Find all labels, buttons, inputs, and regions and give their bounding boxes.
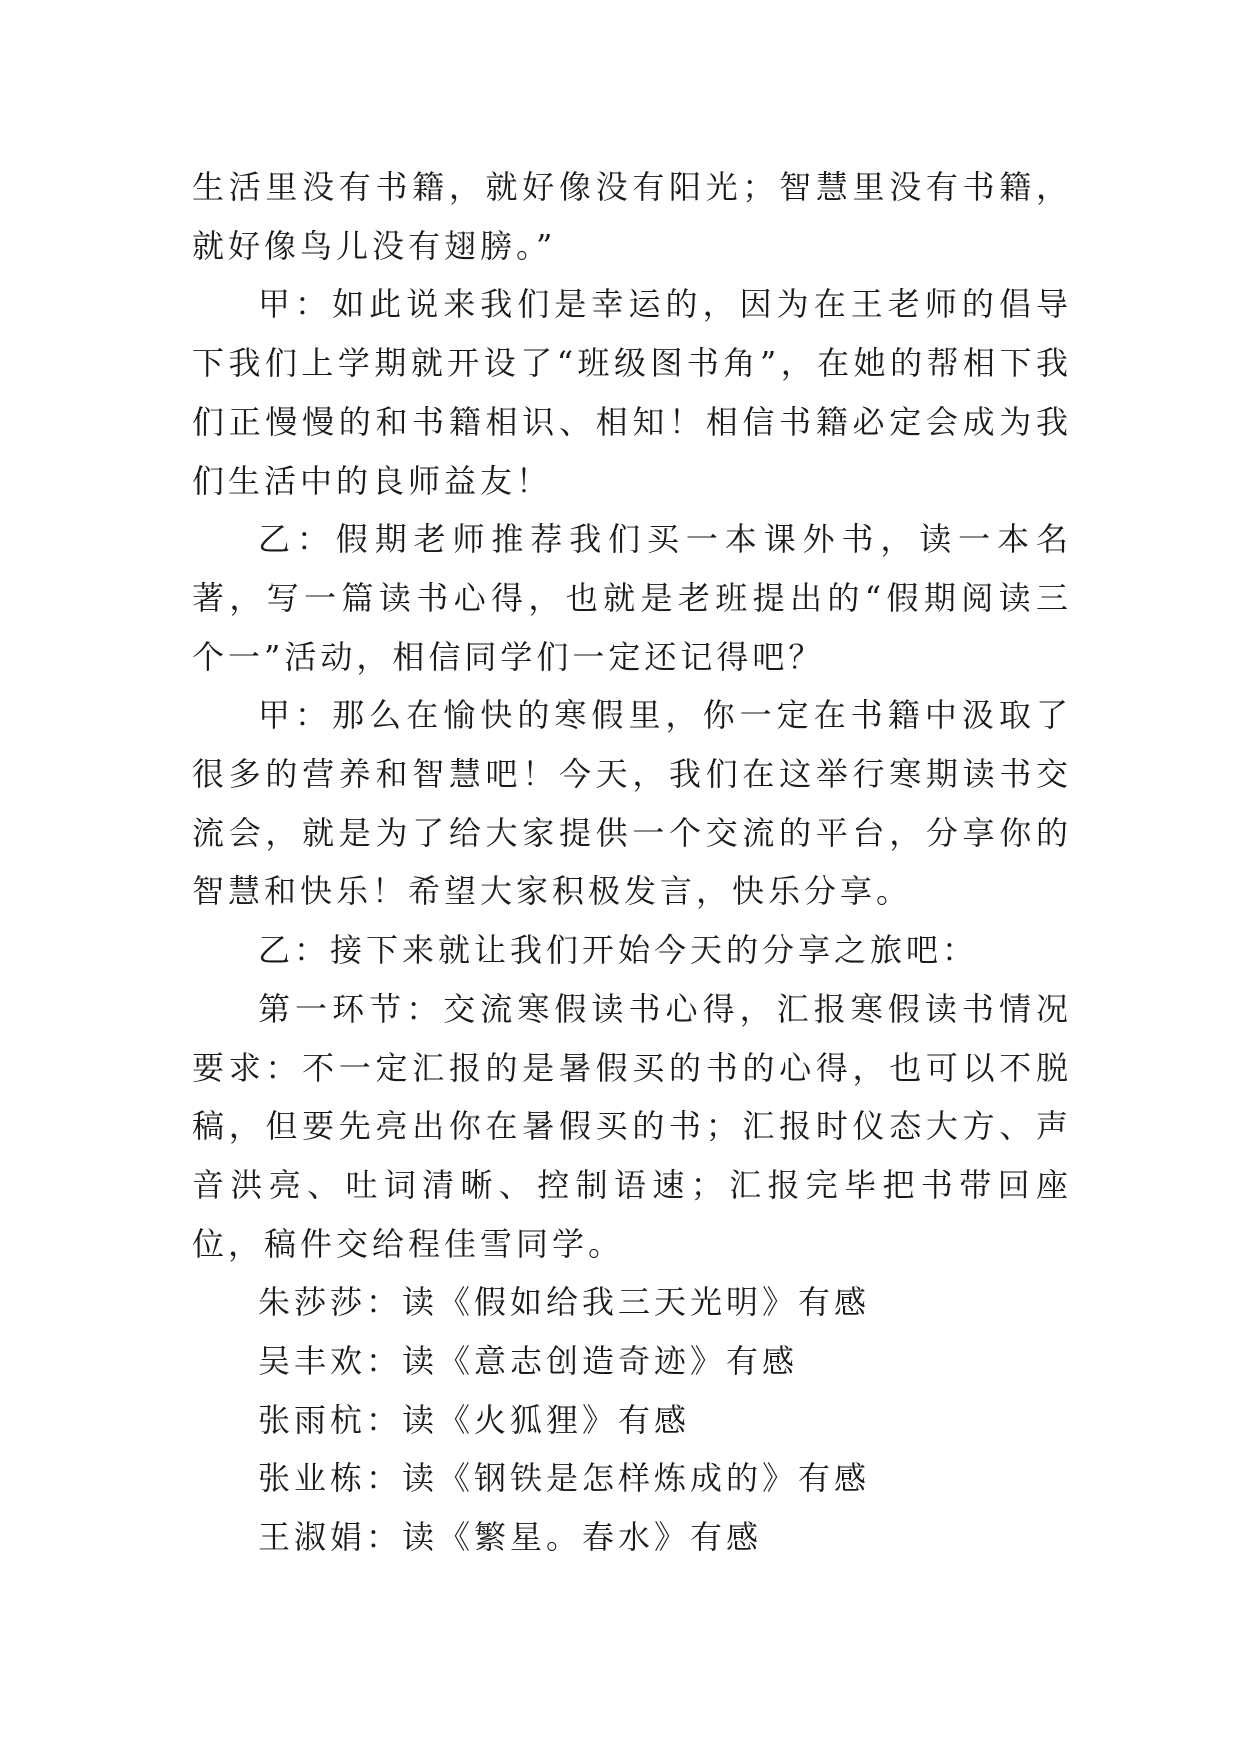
list-item: 王淑娟：读《繁星。春水》有感 (258, 1518, 763, 1557)
list-item: 吴丰欢：读《意志创造奇迹》有感 (258, 1342, 799, 1381)
paragraph-yi-1: 乙：假期老师推荐我们买一本课外书，读一本名著，写一篇读书心得，也就是老班提出的“假期阅读三个一”活动，相信同学们一定还记得吧？ (192, 520, 1072, 676)
list-item: 张业栋：读《钢铁是怎样炼成的》有感 (258, 1459, 871, 1498)
paragraph-jia-1: 甲：如此说来我们是幸运的，因为在王老师的倡导下我们上学期就开设了“班级图书角”，在她的帮相下我们正慢慢的和书籍相识、相知！相信书籍必定会成为我们生活中的良师益友！ (192, 285, 1072, 500)
paragraph-yi-2: 乙：接下来就让我们开始今天的分享之旅吧： (258, 931, 979, 970)
reading-list (192, 1273, 1072, 1567)
list-item: 朱莎莎：读《假如给我三天光明》有感 (258, 1283, 871, 1322)
paragraph-jia-2: 甲：那么在愉快的寒假里，你一定在书籍中汲取了很多的营养和智慧吧！今天，我们在这举行寒期读书交流会，就是为了给大家提供一个交流的平台，分享你的智慧和快乐！希望大家积极发言，快乐分享。 (192, 696, 1072, 911)
document-body (192, 158, 1072, 1567)
paragraph-section-one: 第一环节：交流寒假读书心得，汇报寒假读书情况要求：不一定汇报的是暑假买的书的心得，也可以不脱稿，但要先亮出你在暑假买的书；汇报时仪态大方、声音洪亮、吐词清晰、控制语速；汇报完毕把书带回座位，稿件交给程佳雪同学。 (192, 989, 1072, 1263)
list-item: 张雨杭：读《火狐狸》有感 (258, 1400, 691, 1439)
paragraph-continuation: 生活里没有书籍，就好像没有阳光；智慧里没有书籍，就好像鸟儿没有翅膀。” (192, 168, 1072, 265)
